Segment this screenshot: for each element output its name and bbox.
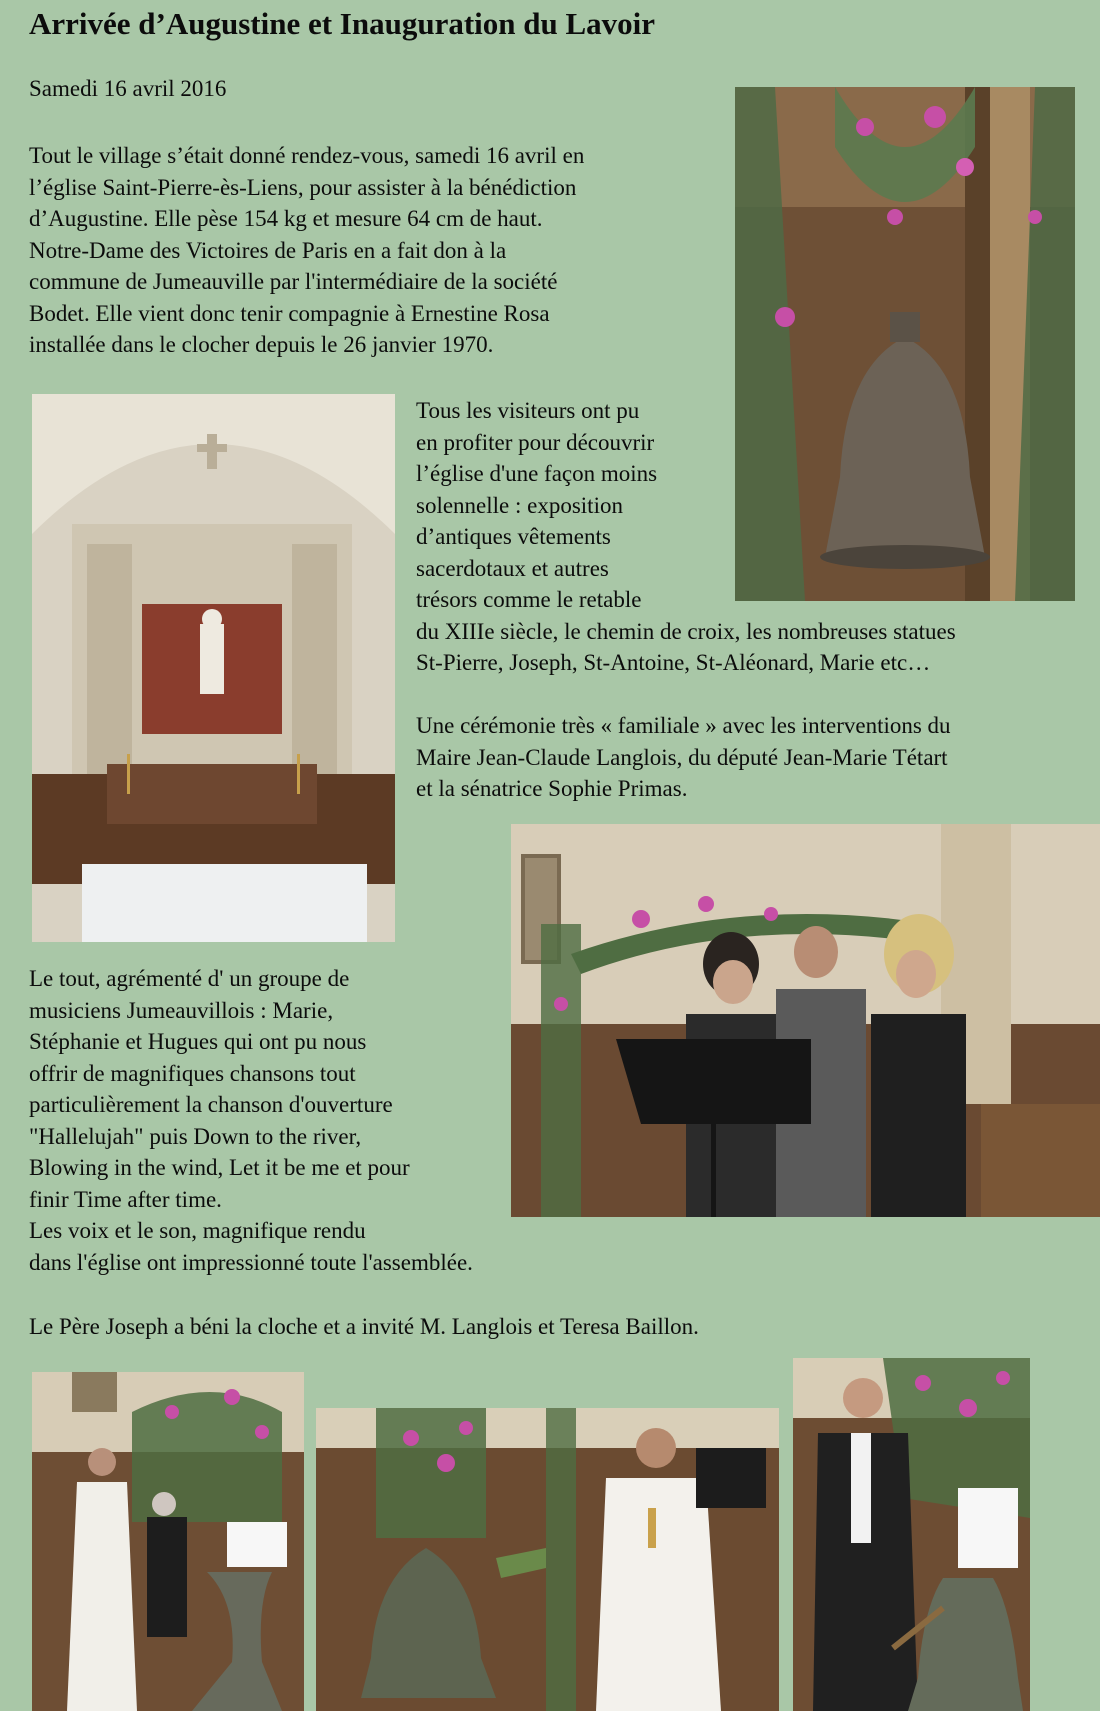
musicians-line: "Hallelujah" puis Down to the river, [29,1123,362,1149]
priest-and-woman-photo [32,1372,304,1711]
musicians-line: finir Time after time. [29,1186,222,1212]
event-date: Samedi 16 avril 2016 [29,76,227,101]
ceremony-line: Une cérémonie très « familiale » avec les interventions du [416,713,951,738]
blessing-line: Le Père Joseph a béni la cloche et a invité M. Langlois et Teresa Baillon. [29,1314,699,1339]
visitors-line: St-Pierre, Joseph, St-Antoine, St-Aléonard, Marie etc… [416,650,931,675]
musicians-line: dans l'église ont impressionné toute l'assemblée. [29,1249,473,1275]
visitors-line: en profiter pour découvrir [416,429,655,455]
ceremony-paragraph [416,710,951,805]
page-title: Arrivée d’Augustine et Inauguration du Lavoir [29,6,656,41]
blessing-paragraph [29,1311,699,1343]
intro-line: l’église Saint-Pierre-ès-Liens, pour assister à la bénédiction [29,174,577,200]
visitors-line: trésors comme le retable [416,587,642,612]
visitors-line: Tous les visiteurs ont pu [416,398,640,423]
musicians-singing-photo [511,824,1100,1217]
ceremony-line: et la sénatrice Sophie Primas. [416,776,688,801]
man-ringing-bell-photo [793,1358,1030,1711]
musicians-line: Stéphanie et Hugues qui ont pu nous [29,1029,367,1054]
intro-line: commune de Jumeauville par l'intermédiaire de la société [29,269,558,294]
visitors-line: solennelle : exposition [416,492,623,518]
musicians-line: Les voix et le son, magnifique rendu [29,1218,366,1243]
visitors-line: l’église d'une façon moins [416,461,658,486]
intro-paragraph [29,140,584,361]
visitors-paragraph [416,395,956,679]
intro-line: d’Augustine. Elle pèse 154 kg et mesure 64 cm de haut. [29,206,543,231]
ceremony-line: Maire Jean-Claude Langlois, du député Jean-Marie Tétart [416,744,948,770]
musicians-line: musiciens Jumeauvillois : Marie, [29,997,334,1023]
intro-line: Tout le village s’était donné rendez-vous, samedi 16 avril en [29,143,585,168]
visitors-line: d’antiques vêtements [416,524,611,549]
intro-line: installée dans le clocher depuis le 26 janvier 1970. [29,332,494,357]
intro-line: Bodet. Elle vient donc tenir compagnie à Ernestine Rosa [29,300,550,326]
church-altar-photo [32,394,395,942]
priest-blessing-bell-photo [316,1408,779,1711]
intro-line: Notre-Dame des Victoires de Paris en a fait don à la [29,237,507,263]
musicians-line: offrir de magnifiques chansons tout [29,1060,356,1086]
musicians-paragraph [29,963,473,1278]
visitors-line: sacerdotaux et autres [416,555,609,581]
visitors-line: du XIIIe siècle, le chemin de croix, les nombreuses statues [416,618,956,644]
musicians-line: Blowing in the wind, Let it be me et pour [29,1155,410,1180]
musicians-line: Le tout, agrémenté d' un groupe de [29,966,350,991]
musicians-line: particulièrement la chanson d'ouverture [29,1092,393,1117]
